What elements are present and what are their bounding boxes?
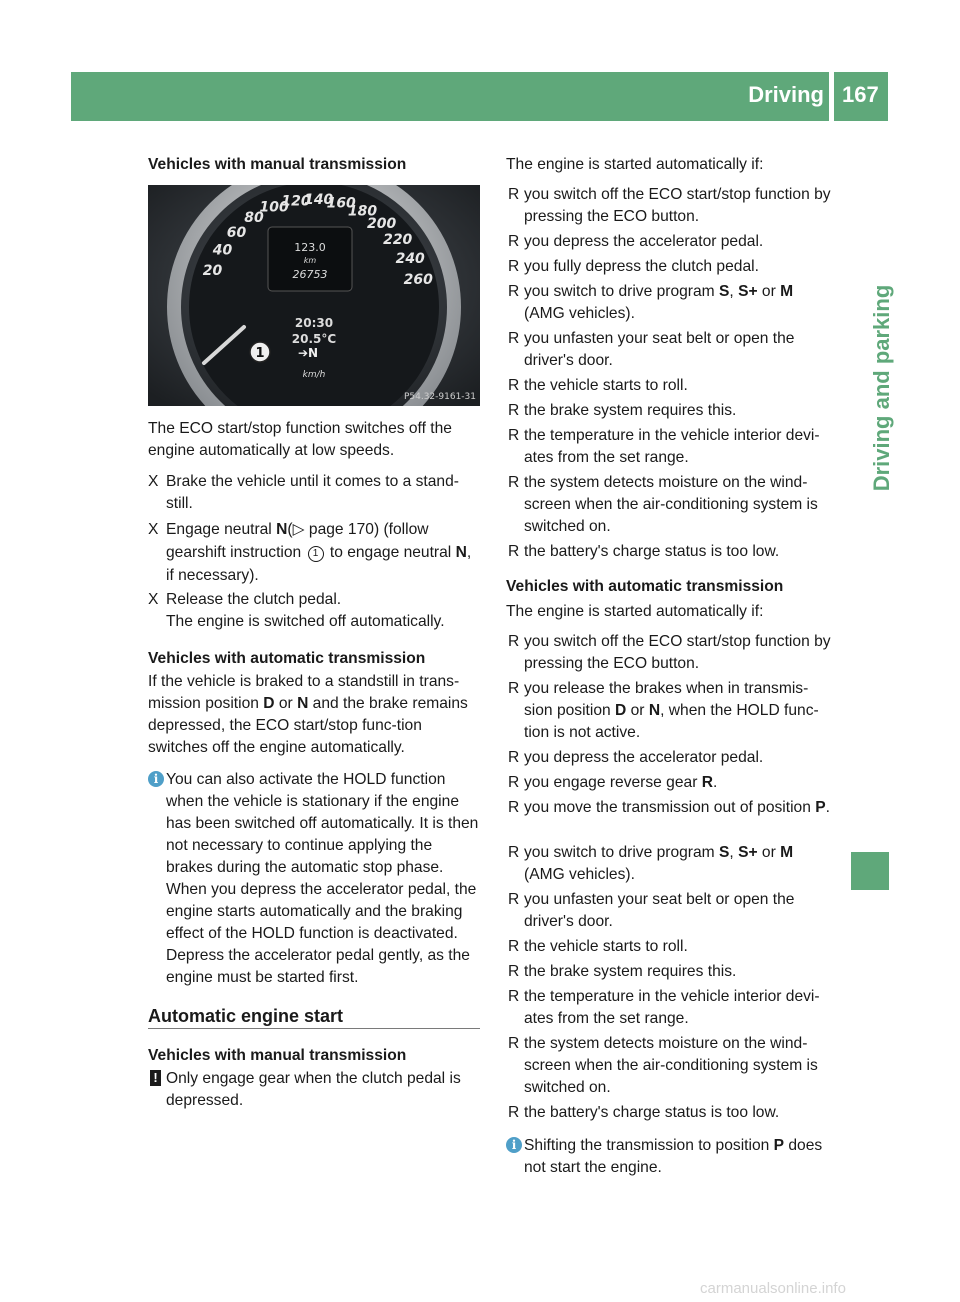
bullet-item	[506, 425, 836, 469]
info-icon: i	[148, 771, 164, 787]
bullet-text: you switch off the ECO start/stop function by pressing the ECO button.	[524, 633, 831, 672]
gear-n: N	[276, 521, 288, 538]
gear-d: D	[263, 695, 275, 712]
heading-manual-transmission: Vehicles with manual transmission	[148, 156, 407, 173]
bullet-item	[506, 184, 836, 228]
gearshift-indicator: ➔N	[298, 346, 319, 360]
display-odometer: 26753	[292, 268, 328, 281]
bullet-item	[506, 1102, 836, 1124]
bullet-icon: R	[508, 749, 520, 766]
gauge-number: 140	[304, 192, 334, 209]
step-arrow-icon: X	[148, 521, 159, 538]
section-title: Driving	[748, 82, 824, 107]
bullet-item	[506, 472, 836, 538]
instrument-cluster-figure	[148, 185, 480, 406]
bullet-icon: R	[508, 1104, 520, 1121]
bullet-text: or	[757, 283, 781, 300]
bullet-text: ,	[729, 283, 739, 300]
gear-d: D	[615, 702, 627, 719]
bullet-text: you engage reverse gear	[524, 774, 702, 791]
bullet-icon: R	[508, 774, 520, 791]
gear-n: N	[297, 695, 309, 712]
bullet-item	[506, 986, 836, 1030]
bullet-icon: R	[508, 186, 520, 203]
info-note	[506, 1135, 836, 1179]
step-text: Release the clutch pedal.	[166, 591, 342, 608]
bullet-icon: R	[508, 474, 520, 491]
bullet-text: or	[757, 844, 781, 861]
bullet-text: you switch to drive program	[524, 844, 719, 861]
bullet-icon: R	[508, 543, 520, 560]
bullet-text: you depress the accelerator pedal.	[524, 749, 764, 766]
bullet-text: the vehicle starts to roll.	[524, 938, 688, 955]
bullet-text: you unfasten your seat belt or open the driver's door.	[524, 891, 795, 930]
program-m: M	[780, 283, 794, 300]
gauge-number: 40	[212, 242, 233, 259]
gauge-number: 20	[202, 263, 223, 280]
step-text: to engage neutral	[325, 544, 456, 561]
gauge-number: 80	[244, 210, 264, 227]
gear-n: N	[648, 702, 661, 719]
program-s: S	[719, 844, 730, 861]
bullet-text: you move the transmission out of position	[524, 799, 816, 816]
bullet-text: the system detects moisture on the wind-screen when the air-conditioning system is switched on.	[524, 1035, 818, 1096]
bullet-text: the battery's charge status is too low.	[524, 543, 780, 560]
text: or	[274, 695, 298, 712]
paragraph-automatic-stop	[148, 671, 480, 759]
bullet-text: the brake system requires this.	[524, 402, 737, 419]
gauge-number: 240	[395, 250, 425, 267]
program-s-plus: S+	[738, 844, 758, 861]
gear-p: P	[815, 799, 826, 816]
instruction-step	[148, 471, 480, 515]
info-icon: i	[506, 1137, 522, 1153]
step-text: page 170) (follow gearshift instruction	[166, 521, 429, 561]
bullet-icon: R	[508, 1035, 520, 1052]
step-arrow-icon: X	[148, 473, 159, 490]
side-tab-marker	[851, 852, 889, 890]
intro-automatic: The engine is started automatically if:	[506, 603, 764, 620]
step-text: Engage neutral	[166, 521, 277, 538]
bullet-text: you depress the accelerator pedal.	[524, 233, 764, 250]
bullet-item	[506, 936, 836, 958]
gear-p: P	[773, 1137, 785, 1154]
bullet-text: you switch off the ECO start/stop function by pressing the ECO button.	[524, 186, 831, 225]
bullet-icon: R	[508, 938, 520, 955]
heading-automatic-transmission: Vehicles with automatic transmission	[148, 650, 426, 667]
bullet-item	[506, 375, 836, 397]
bullet-icon: R	[508, 283, 520, 300]
heading-automatic-transmission-start: Vehicles with automatic transmission	[506, 578, 784, 595]
bullet-text: or	[626, 702, 649, 719]
bullet-item	[506, 541, 836, 563]
bullet-item	[506, 797, 836, 819]
info-note	[148, 769, 480, 989]
bullet-text: .	[825, 799, 830, 816]
section-rule	[148, 1028, 480, 1029]
bullet-item	[506, 281, 836, 325]
bullet-item	[506, 678, 836, 744]
side-tab-label: Driving and parking	[869, 284, 894, 492]
gauge-number: 160	[326, 195, 356, 212]
info-text: You can also activate the HOLD function when the vehicle is stationary if the engine has been switched off automatically. It is then not necessary to continue applying the brakes during the automatic stop phase. When you depress the accelerator pedal, the engine starts automatically and the braking effect of the HOLD function is deactivated. Depress the accelerator pedal gently, as the engine must be started first.	[166, 771, 479, 986]
gear-n: N	[455, 544, 467, 561]
callout-1-number: 1	[255, 346, 265, 361]
program-s: S	[719, 283, 730, 300]
text: If the vehicle is braked to a standstill in trans-mission position	[148, 673, 460, 712]
bullet-text: (AMG vehicles).	[524, 866, 635, 883]
bullet-item	[506, 889, 836, 933]
bullet-text: the brake system requires this.	[524, 963, 737, 980]
bullet-text: you unfasten your seat belt or open the driver's door.	[524, 330, 795, 369]
step-text: (	[287, 521, 293, 538]
gauge-number: 260	[403, 272, 433, 288]
step-arrow-icon: X	[148, 591, 159, 608]
bullet-icon: R	[508, 633, 520, 650]
text: and the brake remains depressed, the ECO start/stop func-tion switches off the engine automatically.	[148, 695, 468, 756]
step-text: Brake the vehicle until it comes to a stand-still.	[166, 473, 459, 512]
bullet-text: , when the HOLD func-tion is not active.	[524, 702, 819, 741]
speed-unit: km/h	[302, 370, 326, 380]
program-m: M	[780, 844, 794, 861]
bullet-text: .	[712, 774, 718, 791]
bullet-icon: R	[508, 891, 520, 908]
bullet-text: (AMG vehicles).	[524, 305, 635, 322]
bullet-icon: R	[508, 844, 520, 861]
gear-r: R	[701, 774, 713, 791]
display-temperature: 20.5°C	[291, 332, 337, 346]
bullet-icon: R	[508, 258, 520, 275]
header-separator	[829, 72, 834, 121]
bullet-icon: R	[508, 988, 520, 1005]
bullet-text: the vehicle starts to roll.	[524, 377, 688, 394]
display-time: 20:30	[294, 316, 334, 330]
gauge-number: 220	[383, 231, 413, 248]
warning-icon: !	[150, 1070, 161, 1086]
gauge-number: 100	[259, 199, 289, 216]
bullet-item	[506, 772, 836, 794]
bullet-text: you switch to drive program	[524, 283, 719, 300]
bullet-item	[506, 631, 836, 675]
instruction-step	[148, 589, 480, 633]
bullet-item	[506, 961, 836, 983]
page-number: 167	[842, 82, 879, 107]
page-ref-icon: ▷	[292, 521, 305, 538]
bullet-item	[506, 1033, 836, 1099]
callout-1-icon: 1	[308, 546, 324, 562]
figure-id-label: P54.32-9161-31	[403, 392, 476, 402]
step-result: The engine is switched off automatically.	[166, 613, 445, 630]
bullet-text: the system detects moisture on the wind-screen when the air-conditioning system is switched on.	[524, 474, 818, 535]
step-text: , if necessary).	[166, 544, 472, 584]
info-text: does not start the engine.	[524, 1137, 823, 1176]
bullet-item	[506, 747, 836, 769]
watermark: carmanualsonline.info	[700, 1280, 846, 1297]
bullet-text: the temperature in the vehicle interior devi-ates from the set range.	[524, 988, 820, 1027]
display-trip: 123.0	[294, 241, 326, 254]
bullet-icon: R	[508, 799, 520, 816]
bullet-item	[506, 231, 836, 253]
bullet-icon: R	[508, 377, 520, 394]
bullet-text: you fully depress the clutch pedal.	[524, 258, 759, 275]
gauge-number: 120	[281, 193, 311, 210]
bullet-text: ,	[729, 844, 739, 861]
heading-automatic-engine-start: Automatic engine start	[148, 1006, 344, 1026]
bullet-icon: R	[508, 330, 520, 347]
gauge-number: 60	[226, 224, 247, 241]
bullet-icon: R	[508, 963, 520, 980]
paragraph-eco-switch-off: The ECO start/stop function switches off the engine automatically at low speeds.	[148, 420, 452, 459]
program-s-plus: S+	[738, 283, 758, 300]
heading-manual-transmission-start: Vehicles with manual transmission	[148, 1047, 407, 1064]
bullet-icon: R	[508, 427, 520, 444]
bullet-text: the temperature in the vehicle interior devi-ates from the set range.	[524, 427, 820, 466]
bullet-item	[506, 842, 836, 886]
info-text: Shifting the transmission to position	[524, 1137, 774, 1154]
bullet-icon: R	[508, 680, 520, 697]
gauge-number: 180	[347, 203, 378, 220]
bullet-item	[506, 256, 836, 278]
bullet-icon: R	[508, 233, 520, 250]
instruction-step	[148, 518, 480, 587]
warning-note	[148, 1068, 480, 1112]
bullet-text: you release the brakes when in transmis-sion position	[524, 680, 809, 719]
bullet-icon: R	[508, 402, 520, 419]
warning-text: Only engage gear when the clutch pedal is depressed.	[166, 1070, 461, 1109]
bullet-item	[506, 328, 836, 372]
bullet-text: the battery's charge status is too low.	[524, 1104, 780, 1121]
bullet-item	[506, 400, 836, 422]
gauge-number: 200	[366, 215, 397, 232]
display-unit: km	[303, 256, 317, 265]
intro-manual: The engine is started automatically if:	[506, 156, 764, 173]
